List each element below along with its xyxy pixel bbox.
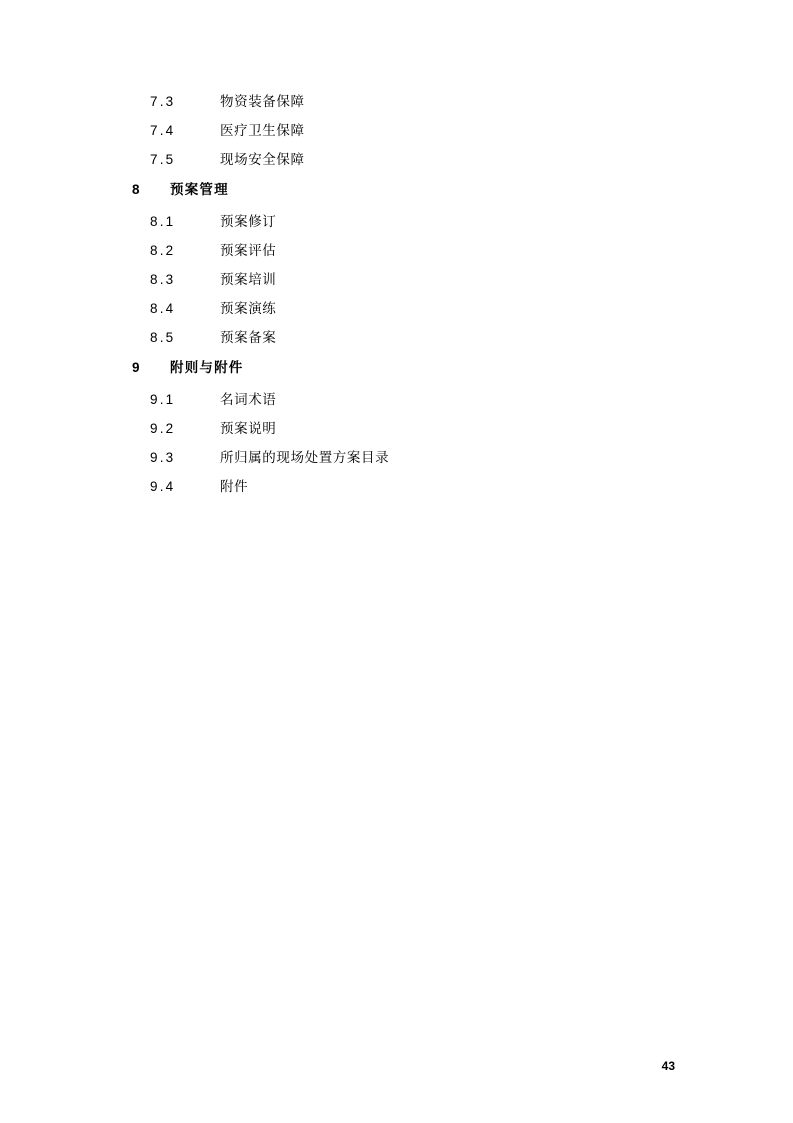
toc-entry	[120, 241, 680, 261]
toc-entry-number: 7.3	[150, 94, 176, 109]
toc-entry	[120, 92, 680, 112]
toc-entry	[120, 328, 680, 348]
toc-entry-title: 预案说明	[220, 421, 277, 436]
toc-entry-number: 9.3	[150, 450, 176, 465]
toc-entry	[120, 419, 680, 439]
table-of-contents	[120, 92, 680, 506]
toc-entry-title: 名词术语	[220, 392, 277, 407]
toc-entry-number: 7.5	[150, 152, 176, 167]
toc-entry-number: 9.1	[150, 392, 176, 407]
toc-entry-title: 预案演练	[220, 301, 277, 316]
toc-entry-title: 预案管理	[170, 182, 229, 197]
toc-entry-title: 预案修订	[220, 214, 277, 229]
toc-entry-title: 物资装备保障	[220, 94, 305, 109]
toc-entry	[120, 121, 680, 141]
toc-entry-number: 7.4	[150, 123, 176, 138]
toc-entry	[120, 448, 680, 468]
page-number: 43	[661, 1059, 675, 1073]
toc-entry	[120, 390, 680, 410]
toc-entry	[120, 358, 680, 378]
toc-entry-title: 附则与附件	[170, 360, 244, 375]
toc-entry-number: 9.4	[150, 479, 176, 494]
toc-entry-title: 预案备案	[220, 330, 277, 345]
toc-entry-number: 8.2	[150, 243, 176, 258]
toc-entry-title: 附件	[220, 479, 249, 494]
toc-entry-title: 预案培训	[220, 272, 277, 287]
toc-entry	[120, 212, 680, 232]
toc-entry	[120, 270, 680, 290]
toc-entry-number: 9	[132, 360, 141, 375]
toc-entry-number: 9.2	[150, 421, 176, 436]
toc-entry	[120, 180, 680, 200]
toc-entry-number: 8.4	[150, 301, 176, 316]
toc-entry	[120, 150, 680, 170]
toc-entry	[120, 477, 680, 497]
toc-entry	[120, 299, 680, 319]
toc-entry-number: 8.3	[150, 272, 176, 287]
toc-entry-title: 医疗卫生保障	[220, 123, 305, 138]
toc-entry-number: 8.1	[150, 214, 176, 229]
toc-entry-title: 预案评估	[220, 243, 277, 258]
toc-entry-number: 8	[132, 182, 141, 197]
toc-entry-title: 现场安全保障	[220, 152, 305, 167]
toc-entry-title: 所归属的现场处置方案目录	[220, 450, 390, 465]
toc-entry-number: 8.5	[150, 330, 176, 345]
